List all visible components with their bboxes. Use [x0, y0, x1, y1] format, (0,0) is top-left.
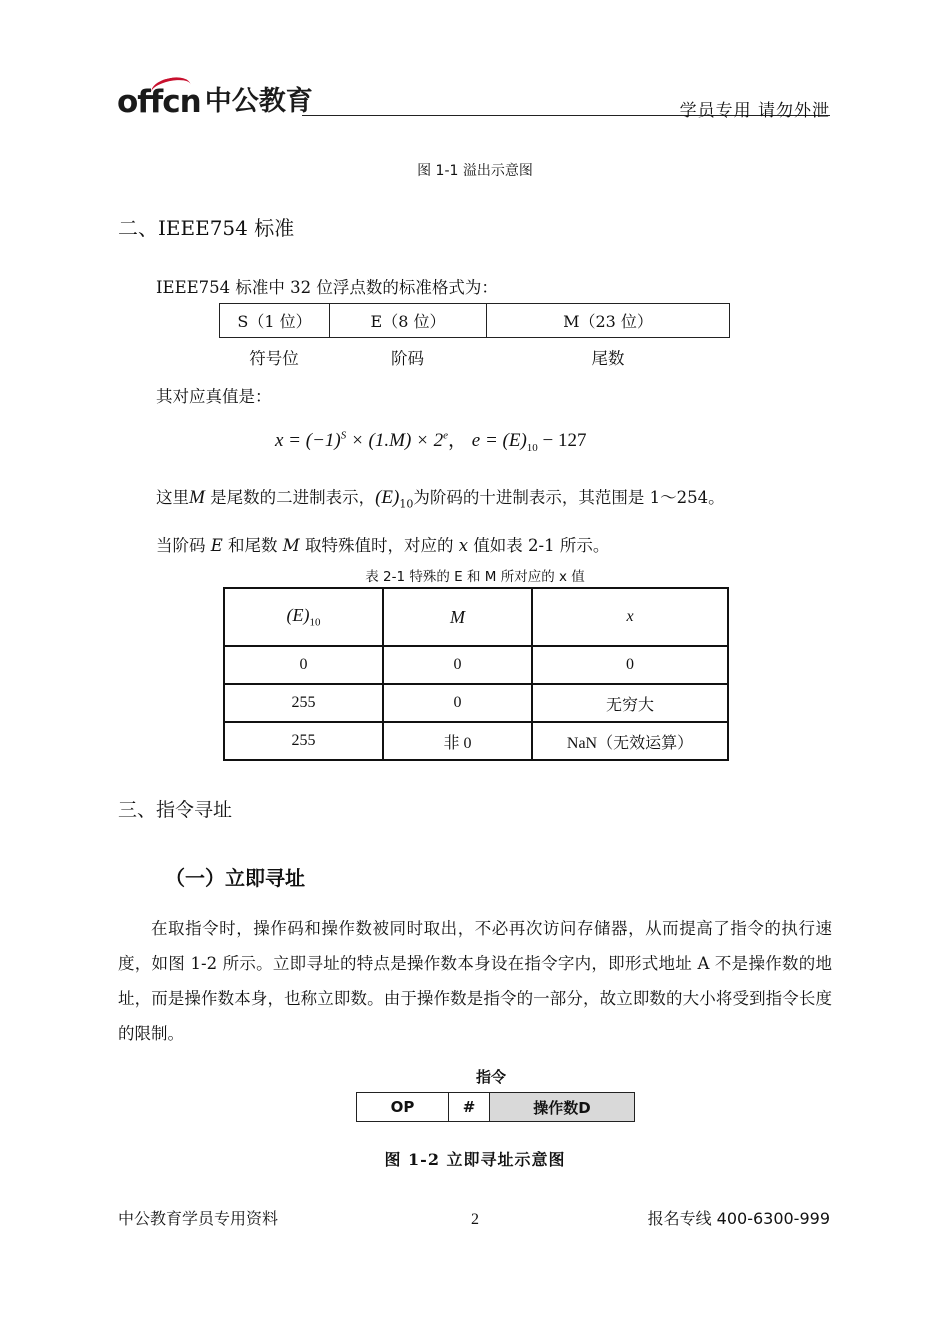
table-2-1-caption: 表 2-1 特殊的 E 和 M 所对应的 x 值: [365, 569, 585, 585]
explain-2a: 当阶码: [156, 536, 211, 555]
explain-1e: 10: [399, 497, 414, 511]
table-header-row: [224, 588, 728, 646]
figure-1-2-caption: 图 1-2 立即寻址示意图: [384, 1150, 566, 1169]
footer-left: 中公教育学员专用资料: [118, 1209, 279, 1228]
explain-1a: 这里: [156, 488, 189, 507]
table-header-m: [383, 588, 532, 646]
explain-1b: M: [189, 487, 205, 508]
instr-cell-hash: #: [449, 1093, 490, 1121]
formula-lhs: x = (−1): [275, 430, 341, 451]
instruction-diagram: [356, 1092, 635, 1122]
table-row: [224, 646, 728, 684]
table-cell: 255: [224, 684, 383, 722]
format-cell-exponent: E（8 位）: [330, 304, 487, 337]
table-cell: 0: [532, 646, 728, 684]
explain-2e: 取特殊值时，对应的: [299, 536, 459, 555]
table-cell: NaN（无效运算）: [532, 722, 728, 760]
format-cell-mantissa: M（23 位）: [563, 312, 653, 331]
explain-2b: E: [210, 536, 223, 555]
explain-1d: (E): [375, 487, 400, 508]
ieee-intro: IEEE754 标准中 32 位浮点数的标准格式为：: [156, 278, 498, 297]
header-e-sub: 10: [309, 616, 321, 629]
header-m-text: M: [450, 606, 465, 627]
format-label-exponent: 阶码: [391, 349, 424, 368]
immediate-addressing-body: 在取指令时，操作码和操作数被同时取出，不必再次访问存储器，从而提高了指令的执行速度，如图 1-2 所示。立即寻址的特点是操作数本身设在指令字内，即形式地址 A 不是操作数的地址，而是操作数本身，也称立即数。由于操作数是指令的一部分，故立即数的大小将受到指令长度的限制。: [118, 919, 832, 1043]
explain-line-1: [156, 484, 725, 510]
formula-rhs2: − 127: [537, 430, 587, 451]
page-number: 2: [471, 1211, 479, 1228]
explain-line-2: [156, 532, 609, 556]
ieee-formula: [275, 425, 587, 454]
footer-hotline: 报名专线 400-6300-999: [647, 1209, 830, 1228]
table-cell: 非 0: [383, 722, 532, 760]
explain-2c: 和尾数: [222, 536, 283, 555]
instr-cell-operand: 操作数D: [490, 1093, 634, 1121]
formula-mid: × (1.M) × 2: [346, 430, 444, 451]
table-cell: 无穷大: [532, 684, 728, 722]
explain-1c: 是尾数的二进制表示，: [204, 488, 376, 507]
instruction-label: 指令: [476, 1068, 507, 1086]
format-cell-sign: S（1 位）: [220, 304, 330, 337]
table-cell: 0: [383, 684, 532, 722]
table-header-x: [532, 588, 728, 646]
logo-brand-en: offcn: [117, 84, 201, 120]
logo: [117, 80, 313, 120]
formula-sup-s: S: [340, 429, 347, 442]
explain-1f: 为阶码的十进制表示，其范围是 1～254。: [413, 488, 725, 507]
header-x-text: x: [626, 608, 634, 625]
ieee-format-box: [219, 303, 730, 338]
formula-sub-10: 10: [526, 441, 538, 454]
explain-2f: x: [458, 536, 469, 555]
format-label-sign: 符号位: [249, 349, 299, 368]
table-row: [224, 722, 728, 760]
special-values-table: [223, 587, 729, 761]
table-cell: 0: [224, 646, 383, 684]
format-label-mantissa: 尾数: [591, 349, 625, 368]
table-header-e: [224, 588, 383, 646]
logo-brand-cn: 中公教育: [204, 86, 313, 117]
header-e-text: (E): [286, 605, 310, 626]
formula-rhs1: e = (E): [471, 430, 527, 451]
table-row: [224, 684, 728, 722]
figure-1-1-caption: 图 1-1 溢出示意图: [417, 163, 533, 179]
section-3-heading: 三、指令寻址: [118, 799, 233, 821]
explain-2d: M: [282, 536, 300, 555]
formula-sep: ，: [448, 430, 468, 451]
formula-sup-e: e: [443, 429, 448, 442]
instr-cell-op: OP: [357, 1093, 449, 1121]
explain-2g: 值如表 2-1 所示。: [468, 536, 610, 555]
value-intro: 其对应真值是：: [156, 387, 272, 406]
header-notice: 学员专用 请勿外泄: [679, 101, 830, 121]
section-2-heading: 二、IEEE754 标准: [118, 216, 295, 240]
table-cell: 255: [224, 722, 383, 760]
table-cell: 0: [383, 646, 532, 684]
section-3-subheading: （一）立即寻址: [165, 866, 305, 890]
